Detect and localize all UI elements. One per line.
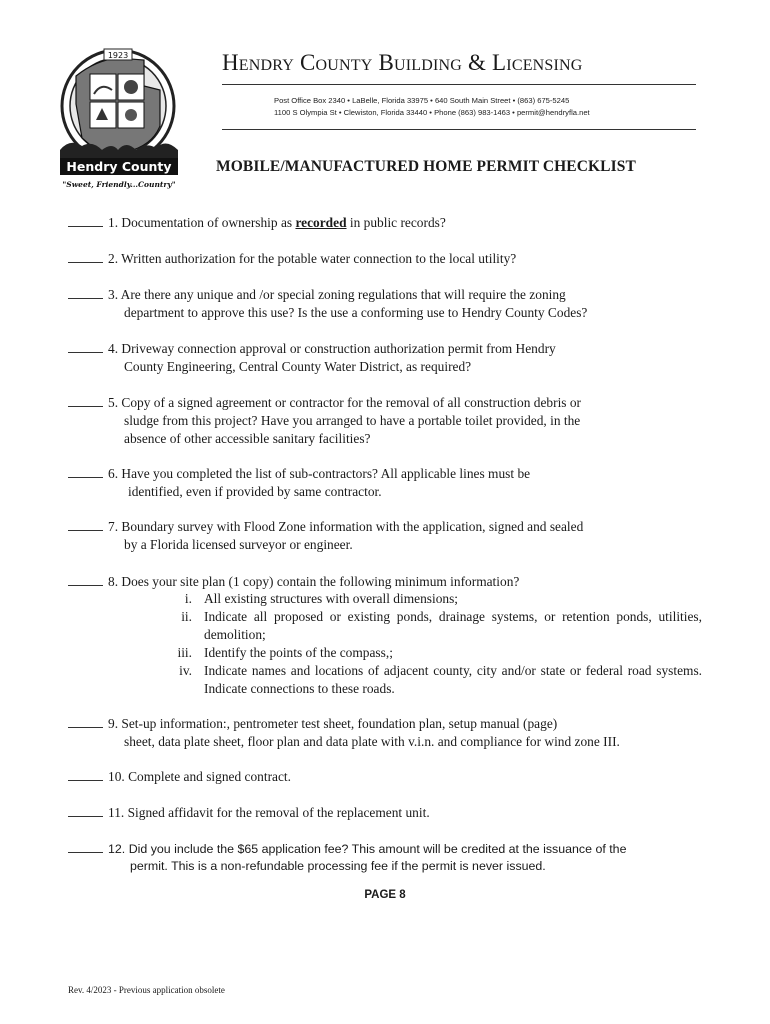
checklist-item-11: 11. Signed affidavit for the removal of the replacement unit. [68, 804, 430, 822]
header-rule-bottom [222, 129, 696, 130]
revision-footer: Rev. 4/2023 - Previous application obsolete [68, 985, 225, 995]
checklist-item-3: 3. Are there any unique and /or special zoning regulations that will require the zoning [68, 286, 566, 304]
sub-item-text: Indicate all proposed or existing ponds, drainage systems, or retention ponds, utilities, demolition; [204, 609, 702, 642]
sub-item-number: i. [184, 591, 192, 606]
item-6-line-2: identified, even if provided by same contractor. [128, 484, 382, 499]
checklist-item-8: 8. Does your site plan (1 copy) contain the following minimum information? [68, 573, 519, 591]
item-4-line-2: County Engineering, Central County Water District, as required? [124, 359, 472, 374]
sub-item-text: All existing structures with overall dimensions; [204, 591, 459, 606]
checkbox-blank[interactable] [68, 214, 103, 227]
checklist-item-10: 10. Complete and signed contract. [68, 768, 291, 786]
svg-text:1923: 1923 [107, 51, 129, 60]
county-seal-logo [56, 46, 186, 192]
address-line-2: 1100 S Olympia St • Clewiston, Florida 33440 • Phone (863) 983-1463 • permit@hendryfla.net [274, 108, 590, 117]
item-5-line-2: sludge from this project? Have you arranged to have a portable toilet provided, in the [124, 413, 581, 428]
checklist-item-2: 2. Written authorization for the potable water connection to the local utility? [68, 250, 516, 268]
checkbox-blank[interactable] [68, 768, 103, 781]
header-rule-top [222, 84, 696, 85]
checklist-item-12: 12. Did you include the $65 application fee? This amount will be credited at the issuance of the [68, 840, 626, 858]
logo-name: Hendry County [66, 159, 172, 174]
checklist-item-7: 7. Boundary survey with Flood Zone information with the application, signed and sealed [68, 518, 583, 536]
sub-item-text: Identify the points of the compass,; [204, 645, 393, 660]
checkbox-blank[interactable] [68, 465, 103, 478]
checkbox-blank[interactable] [68, 394, 103, 407]
checkbox-blank[interactable] [68, 715, 103, 728]
sub-item-text: Indicate names and locations of adjacent county, city and/or state or federal road systems. Indicate connections to these roads. [204, 663, 702, 696]
logo-tagline: "Sweet, Friendly...Country" [62, 180, 176, 189]
org-title: Hendry County Building & Licensing [222, 50, 583, 75]
checkbox-blank[interactable] [68, 518, 103, 531]
checkbox-blank[interactable] [68, 250, 103, 263]
checkbox-blank[interactable] [68, 804, 103, 817]
document-title: MOBILE/MANUFACTURED HOME PERMIT CHECKLIST [216, 158, 636, 175]
item-7-line-2: by a Florida licensed surveyor or engineer. [124, 537, 353, 552]
item-9-line-2: sheet, data plate sheet, floor plan and data plate with v.i.n. and compliance for wind zone III. [124, 734, 620, 749]
item-3-line-2: department to approve this use? Is the use a conforming use to Hendry County Codes? [124, 305, 588, 320]
address-line-1: Post Office Box 2340 • LaBelle, Florida 33975 • 640 South Main Street • (863) 675-5245 [274, 96, 570, 105]
checklist-item-1: 1. Documentation of ownership as recorded in public records? [68, 214, 446, 232]
sub-item-number: iv. [179, 663, 192, 678]
checklist-item-4: 4. Driveway connection approval or construction authorization permit from Hendry [68, 340, 556, 358]
checklist-item-6: 6. Have you completed the list of sub-contractors? All applicable lines must be [68, 465, 530, 483]
checkbox-blank[interactable] [68, 340, 103, 353]
item-12-line-2: permit. This is a non-refundable processing fee if the permit is never issued. [130, 859, 546, 873]
checklist-item-5: 5. Copy of a signed agreement or contractor for the removal of all construction debris or [68, 394, 581, 412]
checkbox-blank[interactable] [68, 573, 103, 586]
checklist-item-9: 9. Set-up information:, pentrometer test sheet, foundation plan, setup manual (page) [68, 715, 557, 733]
sub-item-number: iii. [177, 645, 192, 660]
checkbox-blank[interactable] [68, 840, 103, 853]
page-number: PAGE 8 [364, 889, 406, 901]
emphasis-recorded: recorded [295, 215, 347, 230]
item-5-line-3: absence of other accessible sanitary facilities? [124, 431, 371, 446]
checkbox-blank[interactable] [68, 286, 103, 299]
sub-item-number: ii. [181, 609, 192, 624]
seal-icon [56, 46, 186, 192]
